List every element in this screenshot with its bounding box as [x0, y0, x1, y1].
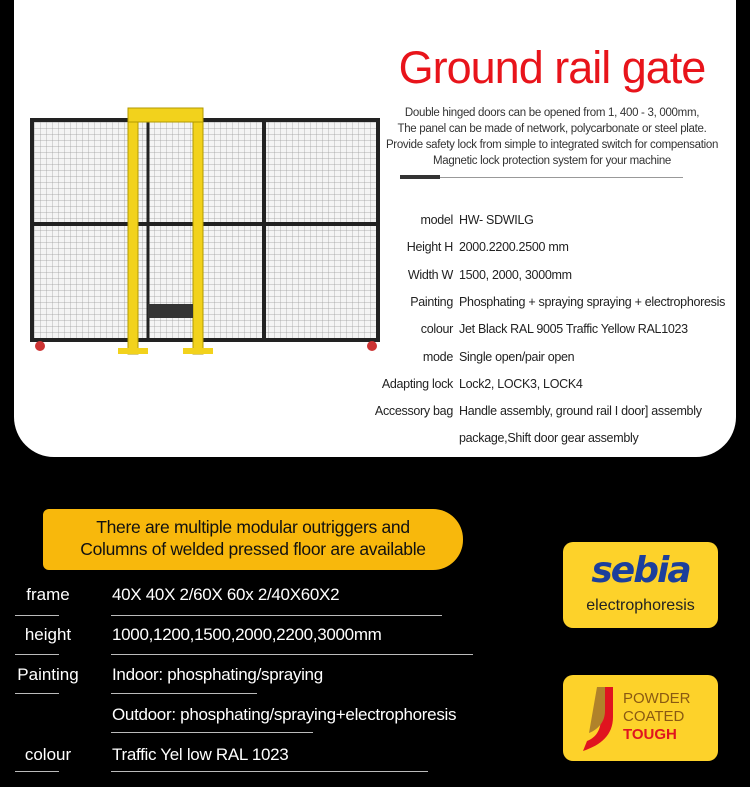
powder-coated-badge: [563, 675, 718, 761]
sebia-logo: sebia: [591, 550, 690, 591]
spec-label: Accessory bag: [374, 404, 453, 418]
page-title: Ground rail gate: [398, 42, 706, 93]
description-line: Magnetic lock protection system for your machine: [432, 155, 672, 167]
spec-value: 1500, 2000, 3000mm: [459, 268, 572, 282]
powder-text: POWDER: [623, 690, 691, 707]
underline: [15, 615, 59, 616]
spec-label: model: [420, 213, 453, 227]
description-line: The panel can be made of network, polycarbonate or steel plate.: [397, 123, 707, 135]
underline: [15, 693, 59, 694]
detail-label: Painting: [17, 665, 79, 684]
banner-line: Columns of welded pressed floor are available: [80, 539, 426, 559]
spec-value: Jet Black RAL 9005 Traffic Yellow RAL1023: [459, 322, 688, 336]
detail-label: frame: [26, 585, 70, 604]
divider-accent: [400, 175, 440, 179]
detail-value: Outdoor: phosphating/spraying+electrophoresis: [112, 705, 457, 724]
underline: [111, 771, 428, 772]
feature-banner: [43, 509, 463, 570]
tough-text: TOUGH: [623, 726, 677, 743]
coated-text: COATED: [623, 708, 685, 725]
divider: [400, 177, 683, 178]
spec-label: Width W: [407, 268, 453, 282]
underline: [111, 732, 313, 733]
ribbon-icon: [583, 687, 621, 751]
spec-value: Single open/pair open: [459, 350, 575, 364]
spec-value: HW- SDWILG: [459, 213, 534, 227]
gate-image: [28, 104, 384, 358]
detail-value: Traffic Yel low RAL 1023: [112, 745, 289, 764]
spec-label: Painting: [410, 295, 453, 309]
spec-label: mode: [422, 350, 453, 364]
spec-value: 2000.2200.2500 mm: [459, 240, 569, 254]
sebia-subtitle: electrophoresis: [586, 597, 695, 614]
detail-value: 1000,1200,1500,2000,2200,3000mm: [112, 625, 382, 644]
spec-value: Phosphating + spraying spraying + electrophoresis: [459, 295, 726, 309]
sebia-badge: [563, 542, 718, 628]
description-line: Provide safety lock from simple to integrated switch for compensation: [385, 139, 719, 151]
detail-label: colour: [24, 745, 72, 764]
spec-label: Height H: [406, 240, 453, 254]
detail-value: 40X 40X 2/60X 60x 2/40X60X2: [112, 585, 340, 604]
spec-label: colour: [420, 322, 453, 336]
detail-value: Indoor: phosphating/spraying: [112, 665, 323, 684]
underline: [111, 693, 257, 694]
banner-line: There are multiple modular outriggers and: [96, 517, 410, 537]
spec-value: package,Shift door gear assembly: [459, 431, 639, 445]
spec-value: Handle assembly, ground rail I door] assembly: [459, 404, 702, 418]
spec-value: Lock2, LOCK3, LOCK4: [459, 377, 583, 391]
description-line: Double hinged doors can be opened from 1, 400 - 3, 000mm,: [404, 107, 700, 119]
underline: [111, 615, 442, 616]
detail-label: height: [24, 625, 72, 644]
description: [372, 105, 732, 169]
underline: [111, 654, 473, 655]
underline: [15, 771, 59, 772]
underline: [15, 654, 59, 655]
spec-label: Adapting lock: [381, 377, 453, 391]
